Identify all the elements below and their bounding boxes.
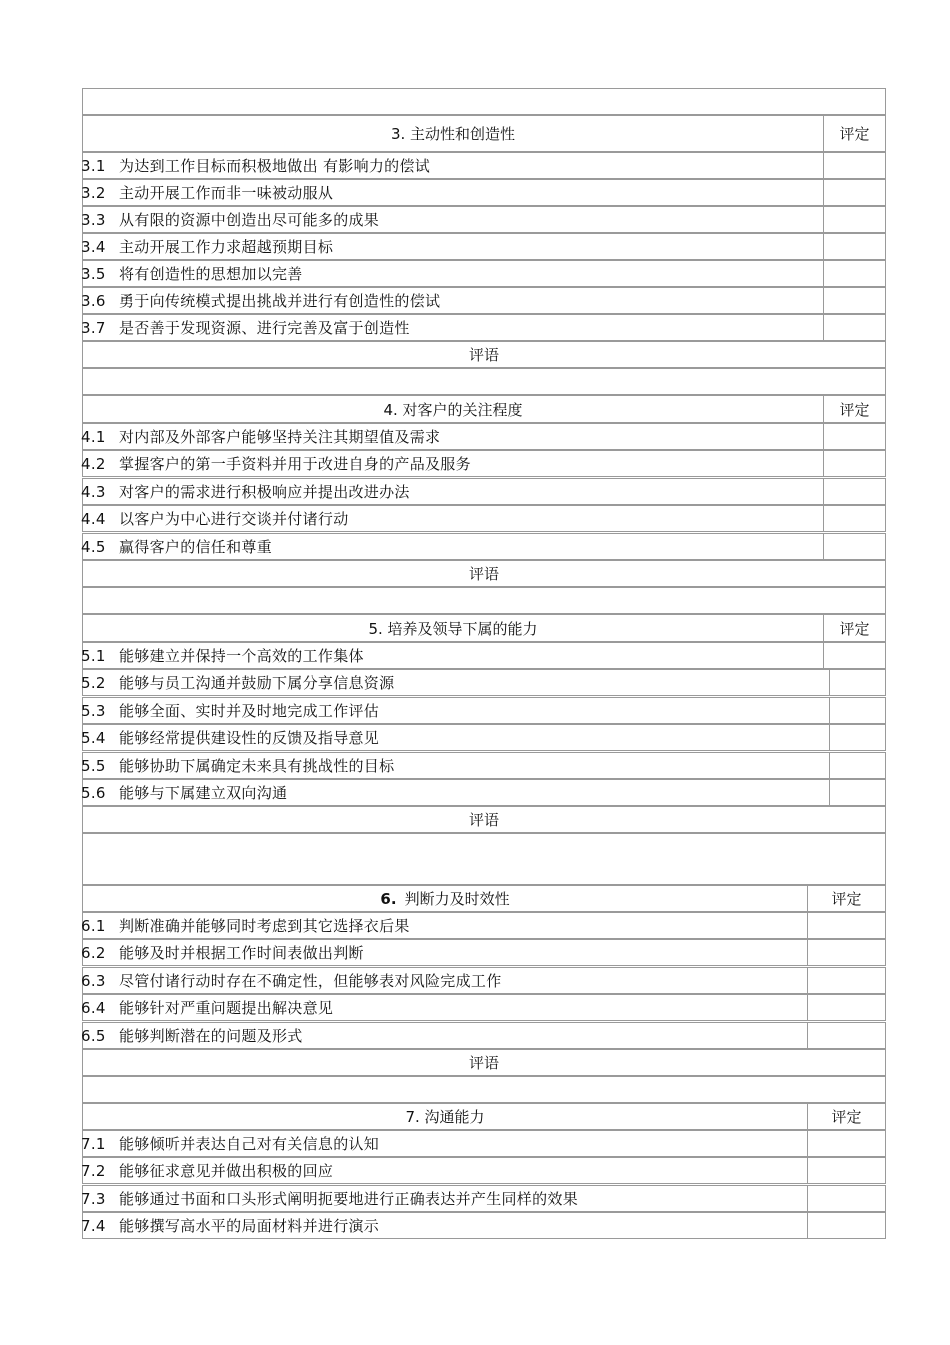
criteria-row bbox=[82, 287, 886, 314]
criteria-label: 判断准确并能够同时考虑到其它选择衣后果 bbox=[119, 917, 410, 935]
criteria-row bbox=[82, 1022, 886, 1049]
criteria-label: 尽管付诸行动时存在不确定性，但能够表对风险完成工作 bbox=[119, 972, 502, 990]
rating-input-cell[interactable] bbox=[823, 534, 885, 559]
rating-input-cell[interactable] bbox=[823, 153, 885, 178]
section-title-text: 5. 培养及领导下属的能力 bbox=[368, 619, 538, 638]
criteria-text bbox=[81, 670, 827, 695]
criteria-number: 3.5 bbox=[81, 264, 106, 283]
rating-input-cell[interactable] bbox=[829, 670, 885, 695]
criteria-row bbox=[82, 912, 886, 939]
criteria-label: 为达到工作目标而积极地做出 有影响力的偿试 bbox=[119, 157, 431, 175]
criteria-row bbox=[82, 233, 886, 260]
criteria-number: 6.3 bbox=[81, 971, 106, 990]
remark-label: 评语 bbox=[468, 565, 499, 583]
rating-input-cell[interactable] bbox=[807, 940, 885, 965]
criteria-text bbox=[81, 506, 821, 531]
rating-input-cell[interactable] bbox=[807, 1213, 885, 1238]
section-number: 6. bbox=[380, 889, 397, 908]
rating-input-cell[interactable] bbox=[807, 1158, 885, 1183]
criteria-label: 主动开展工作而非一味被动服从 bbox=[119, 184, 334, 202]
criteria-number: 3.6 bbox=[81, 291, 106, 310]
criteria-label: 主动开展工作力求超越预期目标 bbox=[119, 238, 334, 256]
rating-input-cell[interactable] bbox=[807, 968, 885, 993]
criteria-text bbox=[81, 153, 821, 178]
rating-input-cell[interactable] bbox=[823, 506, 885, 531]
blank-row bbox=[82, 1076, 886, 1103]
rating-input-cell[interactable] bbox=[823, 424, 885, 449]
criteria-row bbox=[82, 967, 886, 994]
criteria-number: 3.2 bbox=[81, 183, 106, 202]
criteria-row bbox=[82, 450, 886, 477]
criteria-text bbox=[81, 1213, 805, 1238]
rating-input-cell[interactable] bbox=[823, 261, 885, 286]
criteria-label: 能够建立并保持一个高效的工作集体 bbox=[119, 647, 364, 665]
criteria-text bbox=[81, 234, 821, 259]
rating-input-cell[interactable] bbox=[829, 780, 885, 805]
rating-input-cell[interactable] bbox=[823, 479, 885, 504]
criteria-row bbox=[82, 533, 886, 560]
criteria-label: 对内部及外部客户能够坚持关注其期望值及需求 bbox=[119, 428, 441, 446]
criteria-row bbox=[82, 1130, 886, 1157]
criteria-label: 能够及时并根据工作时间表做出判断 bbox=[119, 944, 364, 962]
criteria-text bbox=[81, 995, 805, 1020]
criteria-row bbox=[82, 779, 886, 806]
rating-input-cell[interactable] bbox=[823, 288, 885, 313]
rating-header: 评定 bbox=[823, 116, 885, 151]
criteria-label: 对客户的需求进行积极响应并提出改进办法 bbox=[119, 483, 410, 501]
criteria-label: 能够倾听并表达自己对有关信息的认知 bbox=[119, 1135, 380, 1153]
section-header bbox=[82, 115, 886, 152]
criteria-number: 4.5 bbox=[81, 537, 106, 556]
criteria-label: 能够撰写高水平的局面材料并进行演示 bbox=[119, 1217, 380, 1235]
criteria-text bbox=[81, 261, 821, 286]
blank-row bbox=[82, 587, 886, 614]
criteria-text bbox=[81, 780, 827, 805]
blank-row bbox=[82, 368, 886, 395]
criteria-row bbox=[82, 939, 886, 966]
rating-input-cell[interactable] bbox=[823, 180, 885, 205]
criteria-row bbox=[82, 152, 886, 179]
blank-row bbox=[82, 88, 886, 115]
criteria-row bbox=[82, 423, 886, 450]
criteria-number: 7.1 bbox=[81, 1134, 106, 1153]
section-title-text: 4. 对客户的关注程度 bbox=[383, 400, 523, 419]
criteria-row bbox=[82, 724, 886, 751]
criteria-text bbox=[81, 913, 805, 938]
criteria-number: 5.5 bbox=[81, 756, 106, 775]
rating-input-cell[interactable] bbox=[807, 913, 885, 938]
criteria-label: 能够征求意见并做出积极的回应 bbox=[119, 1162, 334, 1180]
criteria-text bbox=[81, 315, 821, 340]
criteria-number: 5.6 bbox=[81, 783, 106, 802]
criteria-label: 能够协助下属确定未来具有挑战性的目标 bbox=[119, 757, 395, 775]
criteria-row bbox=[82, 314, 886, 341]
criteria-label: 将有创造性的思想加以完善 bbox=[119, 265, 303, 283]
criteria-number: 7.4 bbox=[81, 1216, 106, 1235]
criteria-row bbox=[82, 1185, 886, 1212]
criteria-text bbox=[81, 698, 827, 723]
criteria-number: 3.4 bbox=[81, 237, 106, 256]
section-header bbox=[82, 614, 886, 642]
criteria-row bbox=[82, 1157, 886, 1184]
criteria-number: 3.7 bbox=[81, 318, 106, 337]
section-title-text: 3. 主动性和创造性 bbox=[390, 125, 516, 143]
remark-label: 评语 bbox=[468, 811, 499, 829]
criteria-text bbox=[81, 940, 805, 965]
remark-label: 评语 bbox=[468, 346, 499, 364]
criteria-number: 5.4 bbox=[81, 728, 106, 747]
criteria-text bbox=[81, 1158, 805, 1183]
rating-input-cell[interactable] bbox=[823, 451, 885, 476]
rating-input-cell[interactable] bbox=[807, 995, 885, 1020]
criteria-number: 5.3 bbox=[81, 701, 106, 720]
section-title-text: 判断力及时效性 bbox=[404, 890, 510, 908]
rating-header: 评定 bbox=[807, 1104, 885, 1129]
criteria-text bbox=[81, 451, 821, 476]
section-title-text: 7. 沟通能力 bbox=[405, 1108, 485, 1126]
section-title bbox=[83, 1104, 807, 1129]
criteria-label: 勇于向传统模式提出挑战并进行有创造性的偿试 bbox=[119, 292, 441, 310]
section-title bbox=[83, 615, 823, 641]
criteria-row bbox=[82, 669, 886, 696]
rating-input-cell[interactable] bbox=[823, 234, 885, 259]
section-title bbox=[83, 886, 807, 911]
criteria-number: 6.4 bbox=[81, 998, 106, 1017]
criteria-text bbox=[81, 1131, 805, 1156]
criteria-row bbox=[82, 994, 886, 1021]
criteria-text bbox=[81, 643, 821, 668]
criteria-row bbox=[82, 179, 886, 206]
rating-header: 评定 bbox=[807, 886, 885, 911]
criteria-number: 6.2 bbox=[81, 943, 106, 962]
section-header bbox=[82, 395, 886, 423]
criteria-label: 能够全面、实时并及时地完成工作评估 bbox=[119, 702, 380, 720]
criteria-label: 能够经常提供建设性的反馈及指导意见 bbox=[119, 729, 380, 747]
rating-input-cell[interactable] bbox=[807, 1131, 885, 1156]
criteria-text bbox=[81, 424, 821, 449]
criteria-row bbox=[82, 505, 886, 532]
criteria-row bbox=[82, 642, 886, 669]
criteria-text bbox=[81, 725, 827, 750]
criteria-row bbox=[82, 260, 886, 287]
rating-input-cell[interactable] bbox=[829, 753, 885, 778]
rating-input-cell[interactable] bbox=[823, 315, 885, 340]
criteria-number: 3.1 bbox=[81, 156, 106, 175]
criteria-text bbox=[81, 288, 821, 313]
criteria-text bbox=[81, 534, 821, 559]
section-header bbox=[82, 885, 886, 912]
criteria-number: 7.3 bbox=[81, 1189, 106, 1208]
criteria-text bbox=[81, 479, 821, 504]
criteria-label: 能够判断潜在的问题及形式 bbox=[119, 1027, 303, 1045]
rating-input-cell[interactable] bbox=[829, 698, 885, 723]
criteria-text bbox=[81, 968, 805, 993]
criteria-number: 3.3 bbox=[81, 210, 106, 229]
remark-row bbox=[82, 341, 886, 368]
criteria-number: 6.5 bbox=[81, 1026, 106, 1045]
blank-row bbox=[82, 833, 886, 885]
criteria-number: 4.3 bbox=[81, 482, 106, 501]
rating-header: 评定 bbox=[823, 396, 885, 422]
criteria-number: 5.1 bbox=[81, 646, 106, 665]
criteria-number: 5.2 bbox=[81, 673, 106, 692]
criteria-row bbox=[82, 1212, 886, 1239]
criteria-label: 能够针对严重问题提出解决意见 bbox=[119, 999, 334, 1017]
criteria-text bbox=[81, 207, 821, 232]
remark-label: 评语 bbox=[468, 1054, 499, 1072]
rating-input-cell[interactable] bbox=[807, 1186, 885, 1211]
remark-row bbox=[82, 560, 886, 587]
criteria-row bbox=[82, 478, 886, 505]
criteria-label: 从有限的资源中创造出尽可能多的成果 bbox=[119, 211, 380, 229]
section-header bbox=[82, 1103, 886, 1130]
criteria-text bbox=[81, 180, 821, 205]
criteria-number: 4.2 bbox=[81, 454, 106, 473]
criteria-number: 4.4 bbox=[81, 509, 106, 528]
criteria-label: 掌握客户的第一手资料并用于改进自身的产品及服务 bbox=[119, 455, 471, 473]
criteria-number: 7.2 bbox=[81, 1161, 106, 1180]
section-title bbox=[83, 116, 823, 151]
remark-row bbox=[82, 1049, 886, 1076]
criteria-text bbox=[81, 753, 827, 778]
criteria-number: 6.1 bbox=[81, 916, 106, 935]
criteria-text bbox=[81, 1186, 805, 1211]
criteria-row bbox=[82, 752, 886, 779]
criteria-label: 能够与下属建立双向沟通 bbox=[119, 784, 288, 802]
criteria-number: 4.1 bbox=[81, 427, 106, 446]
rating-header: 评定 bbox=[823, 615, 885, 641]
criteria-label: 能够通过书面和口头形式阐明扼要地进行正确表达并产生同样的效果 bbox=[119, 1190, 579, 1208]
rating-input-cell[interactable] bbox=[823, 643, 885, 668]
criteria-label: 以客户为中心进行交谈并付诸行动 bbox=[119, 510, 349, 528]
criteria-row bbox=[82, 697, 886, 724]
section-title bbox=[83, 396, 823, 422]
criteria-row bbox=[82, 206, 886, 233]
rating-input-cell[interactable] bbox=[823, 207, 885, 232]
rating-input-cell[interactable] bbox=[807, 1023, 885, 1048]
criteria-label: 是否善于发现资源、进行完善及富于创造性 bbox=[119, 319, 410, 337]
criteria-label: 赢得客户的信任和尊重 bbox=[119, 538, 273, 556]
criteria-text bbox=[81, 1023, 805, 1048]
remark-row bbox=[82, 806, 886, 833]
rating-input-cell[interactable] bbox=[829, 725, 885, 750]
criteria-label: 能够与员工沟通并鼓励下属分享信息资源 bbox=[119, 674, 395, 692]
